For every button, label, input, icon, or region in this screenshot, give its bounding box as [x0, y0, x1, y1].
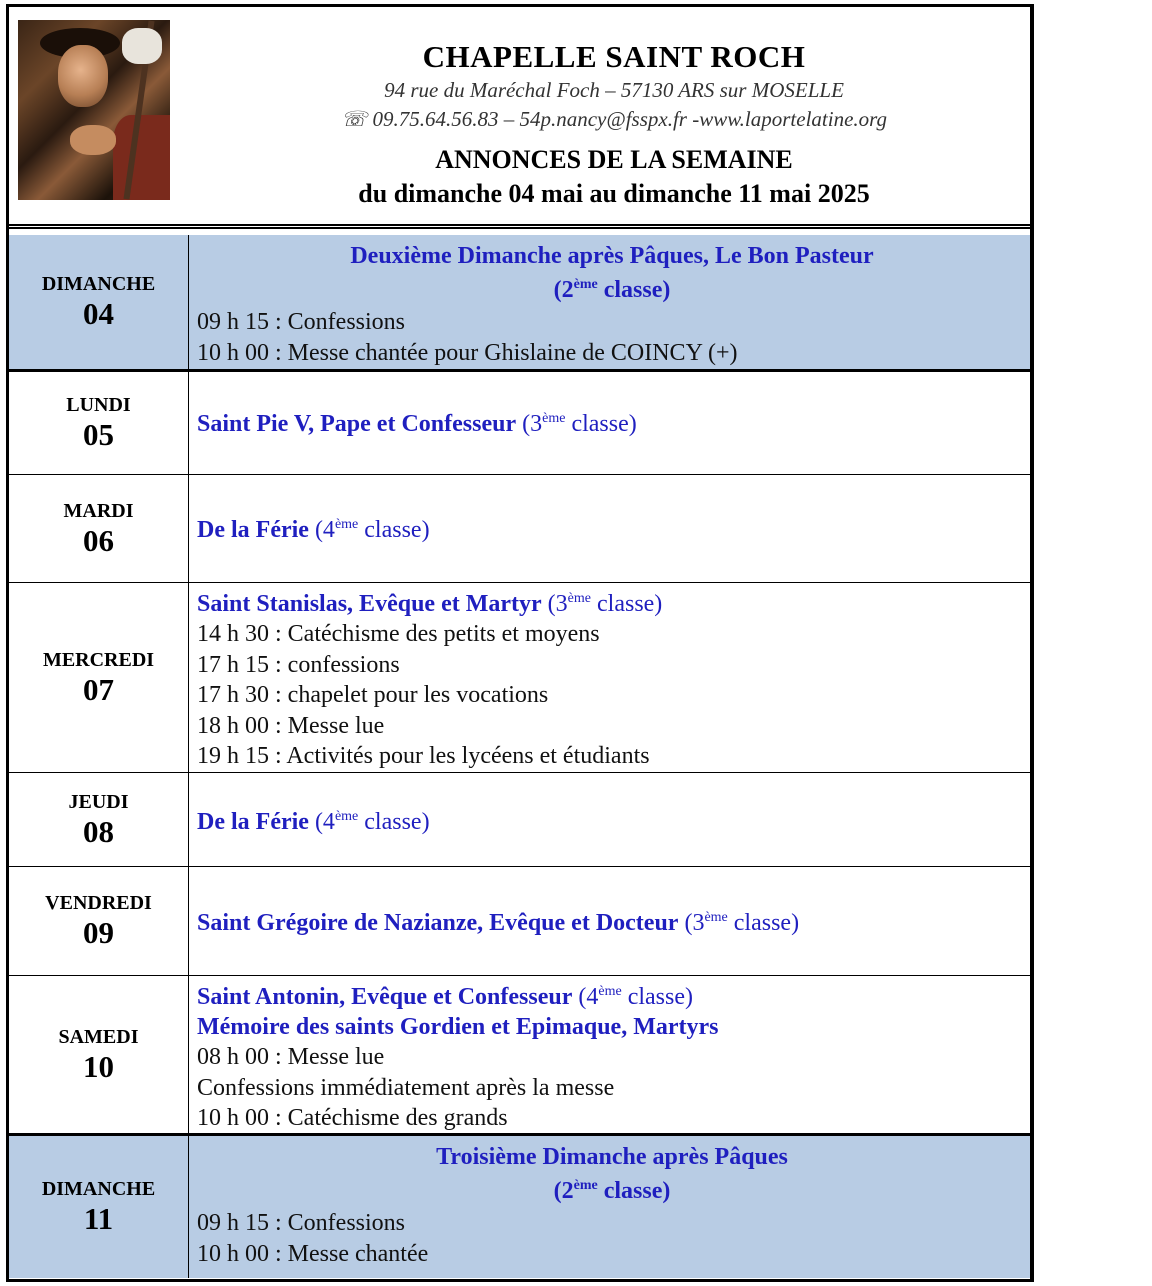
day-content [197, 589, 1027, 778]
day-number: 07 [83, 671, 114, 707]
schedule-line: 10 h 00 : Messe chantée pour Ghislaine de COINCY (+) [197, 339, 738, 366]
feast-class: (2ème classe) [553, 277, 671, 303]
day-row-friday-09 [9, 867, 1030, 976]
day-name: SAMEDI [58, 1025, 139, 1048]
day-number: 04 [83, 296, 114, 331]
announcements-heading: ANNONCES DE LA SEMAINE [435, 145, 793, 174]
feast-title: Saint Pie V, Pape et Confesseur (3ème classe) [197, 411, 637, 437]
feast-memorial: Mémoire des saints Gordien et Epimaque, Martyrs [197, 1014, 719, 1040]
day-number: 10 [83, 1048, 114, 1084]
day-content [197, 982, 1027, 1139]
feast-title: De la Férie (4ème classe) [197, 809, 430, 835]
schedule-line: 17 h 15 : confessions [197, 651, 400, 678]
day-cell [9, 1136, 189, 1278]
day-number: 08 [83, 813, 114, 849]
day-name: LUNDI [66, 394, 131, 416]
feast-title: Deuxième Dimanche après Pâques, Le Bon Pasteur [350, 243, 874, 269]
schedule-line: 09 h 15 : Confessions [197, 309, 406, 335]
day-cell [9, 773, 189, 866]
feast-class: (2ème classe) [553, 1178, 671, 1204]
day-row-sunday-04 [9, 235, 1030, 372]
day-number: 06 [83, 522, 114, 558]
day-number: 11 [83, 1201, 114, 1236]
schedule-line: 08 h 00 : Messe lue [197, 1044, 385, 1070]
day-cell [9, 976, 189, 1133]
announcement-sheet [6, 4, 1034, 1282]
day-cell [9, 235, 189, 369]
schedule-line: 09 h 15 : Confessions [197, 1210, 406, 1236]
feast-title: Troisième Dimanche après Pâques [436, 1144, 788, 1170]
schedule-line: 17 h 30 : chapelet pour les vocations [197, 682, 549, 708]
day-row-thursday-08 [9, 773, 1030, 867]
header [9, 7, 1030, 229]
day-cell [9, 372, 189, 474]
feast-title: Saint Stanislas, Evêque et Martyr (3ème classe) [197, 591, 663, 617]
day-row-sunday-11 [9, 1136, 1030, 1278]
day-name: JEUDI [68, 790, 129, 813]
chapel-address: 94 rue du Maréchal Foch – 57130 ARS sur MOSELLE [384, 78, 844, 102]
schedule-line: 10 h 00 : Catéchisme des grands [197, 1105, 508, 1131]
feast-title: Saint Antonin, Evêque et Confesseur (4ème classe) [197, 984, 693, 1010]
chapel-contact: ☏ 09.75.64.56.83 – 54p.nancy@fsspx.fr -www.laportelatine.org [340, 107, 888, 131]
day-row-saturday-10 [9, 976, 1030, 1136]
feast-title: Saint Grégoire de Nazianze, Evêque et Docteur (3ème classe) [197, 910, 800, 936]
day-name: DIMANCHE [41, 1178, 156, 1200]
schedule-line: Confessions immédiatement après la messe [197, 1074, 615, 1101]
day-row-wednesday-07 [9, 583, 1030, 773]
day-name: DIMANCHE [41, 273, 156, 295]
chapel-title: CHAPELLE SAINT ROCH [422, 39, 806, 74]
day-name: MARDI [63, 499, 134, 522]
day-row-tuesday-06 [9, 475, 1030, 583]
day-name: MERCREDI [42, 648, 155, 671]
day-cell [9, 475, 189, 582]
week-dates: du dimanche 04 mai au dimanche 11 mai 2025 [358, 179, 870, 208]
schedule-line: 19 h 15 : Activités pour les lycéens et étudiants [197, 743, 650, 769]
day-content [197, 239, 1027, 373]
day-number: 09 [83, 915, 114, 950]
feast-title: De la Férie (4ème classe) [197, 517, 430, 543]
day-cell [9, 867, 189, 975]
day-name: VENDREDI [45, 892, 152, 914]
day-row-monday-05 [9, 372, 1030, 475]
day-cell [9, 583, 189, 772]
day-content [197, 1140, 1027, 1282]
schedule-line: 18 h 00 : Messe lue [197, 712, 385, 739]
schedule-line: 14 h 30 : Catéchisme des petits et moyens [197, 621, 600, 647]
day-number: 05 [83, 417, 114, 452]
saint-roch-portrait [18, 20, 170, 200]
schedule-line: 10 h 00 : Messe chantée [197, 1240, 429, 1267]
